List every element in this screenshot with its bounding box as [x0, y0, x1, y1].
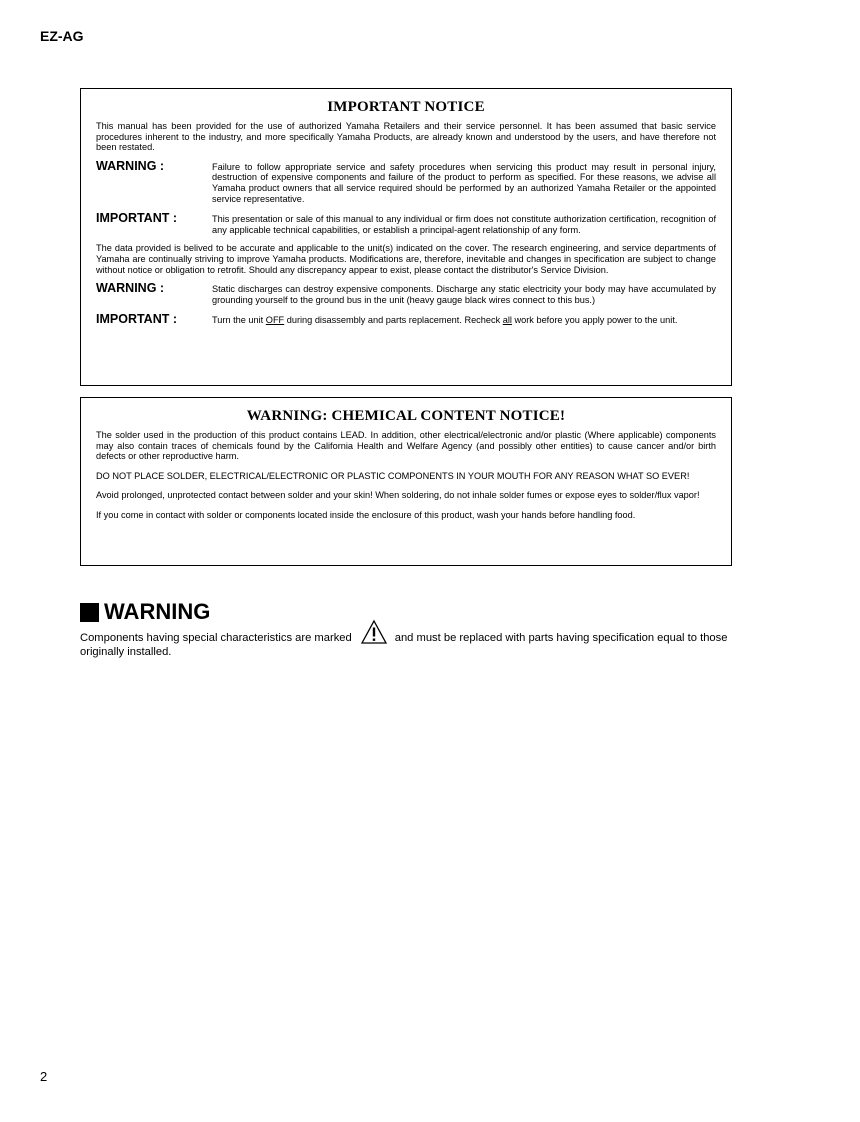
chemical-paragraph-2: DO NOT PLACE SOLDER, ELECTRICAL/ELECTRONIC OR PLASTIC COMPONENTS IN YOUR MOUTH FOR ANY REASON WHAT SO EVER!: [96, 470, 690, 481]
important-row-2: [96, 313, 716, 326]
data-paragraph: The data provided is belived to be accurate and applicable to the unit(s) indicated on the cover. The research engineering, and service departments of Yamaha are continually striving to improve Yamaha products. Modifications are, therefore, inevitable and changes in specification are subject to change without notice or obligation to retrofit. Should any discrepancy appear to exist, please contact the distributor's Service Division.: [96, 243, 716, 275]
page-number: 2: [40, 1069, 48, 1084]
text-fragment: during disassembly and parts replacement. Recheck: [284, 315, 503, 326]
text-fragment: work before you apply power to the unit.: [511, 315, 678, 326]
important-text: This presentation or sale of this manual to any individual or firm does not constitute authorization certification, recognition of any applicable technical capabilities, or establish a principal-agent relationship of any form.: [212, 214, 716, 235]
model-header: EZ-AG: [40, 28, 84, 44]
warning-title: WARNING: [104, 599, 211, 624]
power-off-text: [212, 313, 716, 326]
important-notice-title: IMPORTANT NOTICE: [327, 99, 485, 115]
chemical-notice-box: [80, 397, 732, 566]
important-label: IMPORTANT :: [96, 312, 178, 327]
static-warning-text: Static discharges can destroy expensive components. Discharge any static electricity your body may have accumulated by grounding yourself to the ground bus in the unit (heavy gauge black wires connect to this bus.): [212, 284, 716, 305]
chemical-notice-title: WARNING: CHEMICAL CONTENT NOTICE!: [246, 408, 566, 424]
warning-text: Failure to follow appropriate service and safety procedures when servicing this product may result in personal injury, destruction of expensive components and failure of the product to perform as specified. For these reasons, we advise all Yamaha product owners that all service required should be performed by an authorized Yamaha Retailer or the appointed service representative.: [212, 161, 716, 204]
warning-row-2: [96, 282, 716, 305]
chemical-paragraph-1: The solder used in the production of this product contains LEAD. In addition, other electrical/electronic and/or plastic (Where applicable) components may also contain traces of chemicals found by the California Health and Welfare Agency (and possibly other entities) to cause cancer and/or birth defects or other reproductive harm.: [96, 430, 716, 462]
off-underlined: OFF: [265, 315, 285, 326]
all-underlined: all: [502, 315, 512, 326]
chemical-paragraph-3: Avoid prolonged, unprotected contact between solder and your skin! When soldering, do not inhale solder fumes or expose eyes to solder/flux vapor!: [96, 490, 700, 501]
warning-triangle-icon: [360, 619, 388, 645]
important-label: IMPORTANT :: [96, 211, 178, 226]
chemical-paragraph-4: If you come in contact with solder or components located inside the enclosure of this product, wash your hands before handling food.: [96, 509, 636, 520]
warning-text-after: and must be replaced with parts having specification equal to those originally installed.: [80, 632, 728, 658]
warning-text-before: Components having special characteristics are marked: [80, 632, 352, 644]
text-fragment: Turn the unit: [212, 315, 266, 326]
important-row-1: [96, 212, 716, 235]
intro-paragraph: This manual has been provided for the use of authorized Yamaha Retailers and their service personnel. It has been assumed that basic service procedures inherent to the industry, and more specifically Yamaha Products, are already known and understood by the users, and have therefore not been restated.: [96, 121, 716, 153]
warning-label: WARNING :: [96, 158, 165, 173]
warning-row-1: [96, 160, 716, 204]
important-notice-box: [80, 88, 732, 386]
warning-label: WARNING :: [96, 281, 165, 296]
warning-body: [80, 619, 740, 659]
